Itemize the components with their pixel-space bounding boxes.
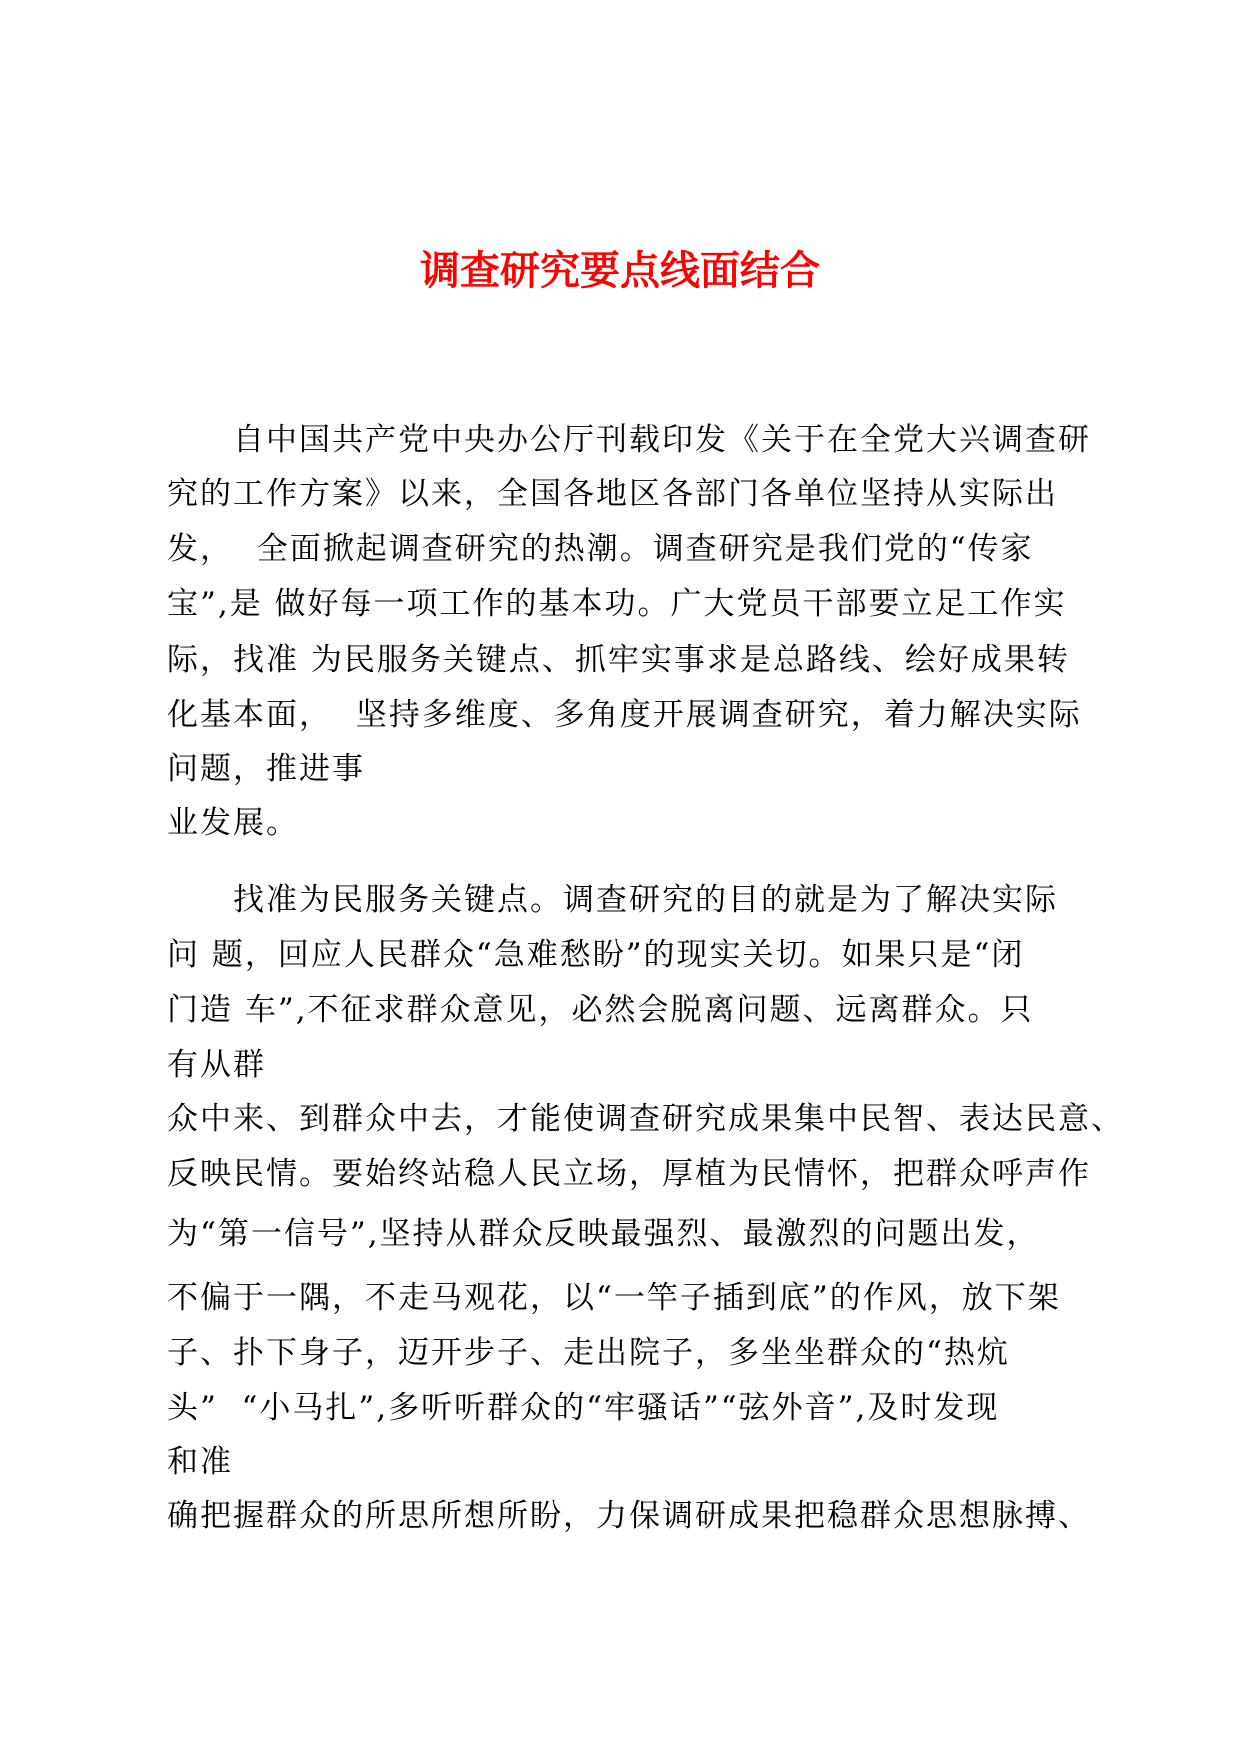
body-line: 自中国共产党中央办公厅刊载印发《关于在全党大兴调查研 xyxy=(167,422,1091,458)
body-line: 确把握群众的所思所想所盼，力保调研成果把稳群众思想脉搏、 xyxy=(167,1498,1091,1534)
body-line: 众中来、到群众中去，才能使调查研究成果集中民智、表达民意、 xyxy=(167,1101,1124,1137)
body-line: 子、扑下身子，迈开步子、走出院子，多坐坐群众的“热炕 xyxy=(167,1335,1010,1371)
body-line: 问题，推进事 xyxy=(167,751,365,787)
body-line: 为“第一信号”,坚持从群众反映最强烈、最激烈的问题出发， xyxy=(167,1216,1040,1252)
document-title: 调查研究要点线面结合 xyxy=(420,248,820,294)
body-line: 门造 车”,不征求群众意见，必然会脱离问题、远离群众。只 xyxy=(167,992,1034,1028)
body-line: 宝”,是 做好每一项工作的基本功。广大党员干部要立足工作实 xyxy=(167,586,1067,622)
body-line: 业发展。 xyxy=(167,805,299,841)
body-line: 究的工作方案》以来，全国各地区各部门各单位坚持从实际出 xyxy=(167,476,1058,512)
body-line: 反映民情。要始终站稳人民立场，厚植为民情怀，把群众呼声作 xyxy=(167,1156,1091,1192)
body-line: 不偏于一隅，不走马观花，以“一竿子插到底”的作风，放下架 xyxy=(167,1280,1061,1316)
body-line: 头” “小马扎”,多听听群众的“牢骚话”“弦外音”,及时发现 xyxy=(167,1390,1000,1426)
body-line: 问 题，回应人民群众“急难愁盼”的现实关切。如果只是“闭 xyxy=(167,937,1025,973)
body-line: 有从群 xyxy=(167,1047,266,1083)
body-line: 找准为民服务关键点。调查研究的目的就是为了解决实际 xyxy=(167,882,1058,918)
body-line: 化基本面， 坚持多维度、多角度开展调查研究，着力解决实际 xyxy=(167,697,1082,733)
body-line: 发， 全面掀起调查研究的热潮。调查研究是我们党的“传家 xyxy=(167,531,1034,567)
body-line: 和准 xyxy=(167,1444,233,1480)
body-line: 际，找准 为民服务关键点、抓牢实事求是总路线、绘好成果转 xyxy=(167,642,1070,678)
